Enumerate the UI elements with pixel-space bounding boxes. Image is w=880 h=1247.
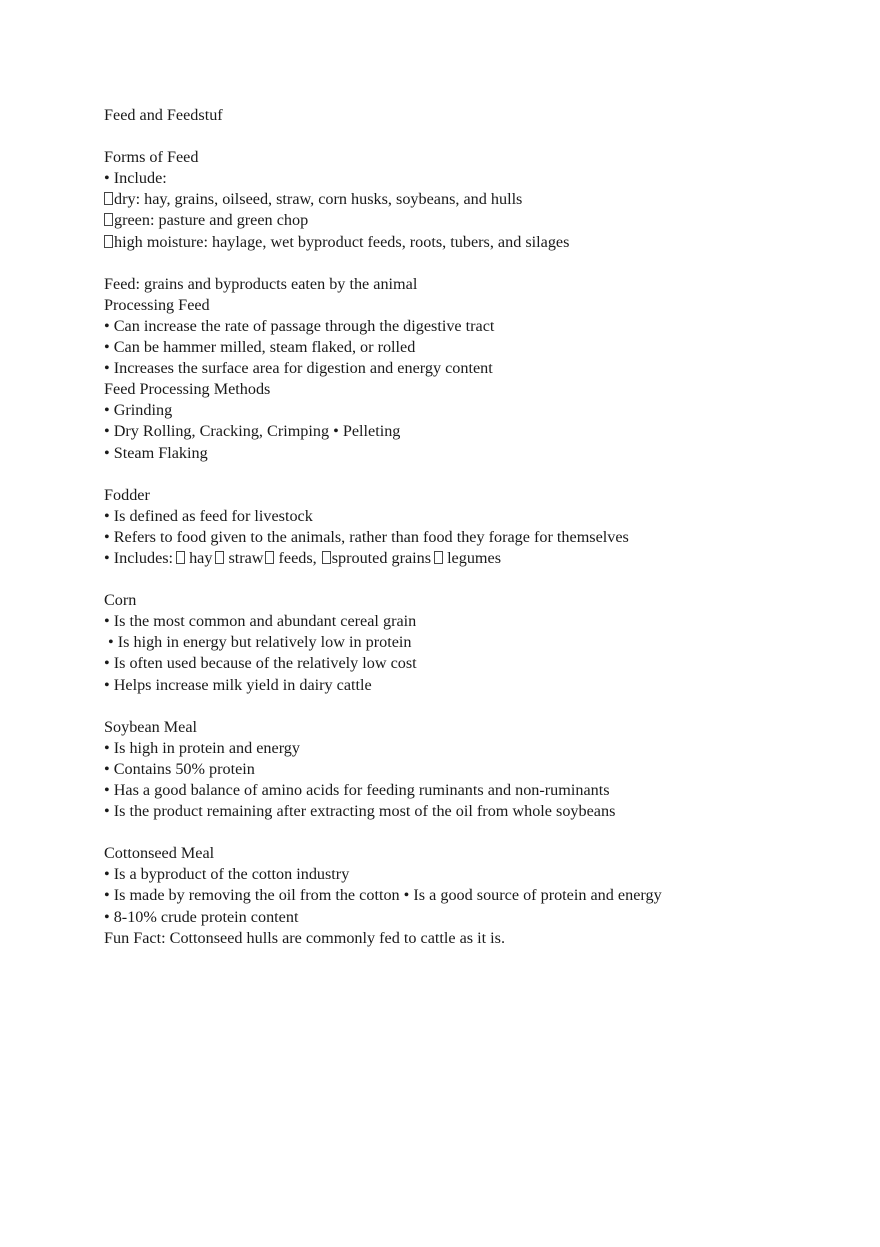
missing-glyph-icon — [434, 551, 443, 564]
list-item: • Is a byproduct of the cotton industry — [104, 865, 350, 884]
list-item: • Is defined as feed for livestock — [104, 506, 313, 525]
forms-include: • Include: — [104, 169, 167, 188]
fodder-heading: Fodder — [104, 485, 150, 504]
spacer — [104, 126, 844, 147]
methods-heading: Feed Processing Methods — [104, 380, 271, 399]
soybean-heading: Soybean Meal — [104, 717, 198, 736]
list-item: • Is the most common and abundant cereal grain — [104, 612, 417, 631]
list-item: • Steam Flaking — [104, 443, 208, 462]
list-item: • Is made by removing the oil from the cotton • Is a good source of protein and energy — [104, 886, 662, 905]
missing-glyph-icon — [265, 551, 274, 564]
fodder-straw: straw — [228, 548, 264, 567]
list-item: • Is high in protein and energy — [104, 738, 300, 757]
list-item: • Grinding — [104, 401, 173, 420]
list-item: • Helps increase milk yield in dairy cattle — [104, 675, 372, 694]
missing-glyph-icon — [104, 192, 113, 205]
cottonseed-heading: Cottonseed Meal — [104, 844, 215, 863]
spacer — [104, 822, 844, 843]
fodder-includes-prefix: • Includes: — [104, 548, 174, 567]
forms-heading: Forms of Feed — [104, 148, 199, 167]
forms-green: green: pasture and green chop — [114, 211, 309, 230]
missing-glyph-icon — [104, 213, 113, 226]
fodder-sprouted: sprouted grains — [331, 548, 432, 567]
list-item: • Refers to food given to the animals, rather than food they forage for themselves — [104, 527, 629, 546]
missing-glyph-icon — [176, 551, 185, 564]
forms-high-moisture-line — [104, 232, 844, 253]
missing-glyph-icon — [215, 551, 224, 564]
fodder-hay: hay — [189, 548, 213, 567]
missing-glyph-icon — [322, 551, 331, 564]
fodder-legumes: legumes — [447, 548, 502, 567]
document-body — [104, 105, 844, 949]
list-item: • 8-10% crude protein content — [104, 907, 299, 926]
forms-high-moisture: high moisture: haylage, wet byproduct feeds, roots, tubers, and silages — [114, 232, 570, 251]
list-item: • Can increase the rate of passage through the digestive tract — [104, 316, 495, 335]
processing-heading: Processing Feed — [104, 295, 210, 314]
forms-dry-line — [104, 189, 844, 210]
corn-heading: Corn — [104, 591, 137, 610]
list-item: • Increases the surface area for digestion and energy content — [104, 359, 493, 378]
spacer — [104, 569, 844, 590]
forms-green-line — [104, 210, 844, 231]
list-item: • Is high in energy but relatively low in protein — [104, 633, 412, 652]
list-item: • Has a good balance of amino acids for feeding ruminants and non-ruminants — [104, 781, 610, 799]
fodder-feeds: feeds, — [278, 548, 317, 567]
list-item: • Contains 50% protein — [104, 759, 255, 778]
spacer — [104, 464, 844, 485]
spacer — [104, 253, 844, 274]
feed-definition: Feed: grains and byproducts eaten by the animal — [104, 274, 418, 293]
list-item: • Can be hammer milled, steam flaked, or rolled — [104, 338, 416, 357]
list-item: • Dry Rolling, Cracking, Crimping • Pelleting — [104, 422, 401, 441]
fodder-includes-line — [104, 548, 844, 569]
list-item: • Is the product remaining after extracting most of the oil from whole soybeans — [104, 802, 616, 821]
spacer — [104, 696, 844, 717]
missing-glyph-icon — [104, 235, 113, 248]
fun-fact: Fun Fact: Cottonseed hulls are commonly fed to cattle as it is. — [104, 928, 506, 947]
list-item: • Is often used because of the relatively low cost — [104, 654, 417, 673]
forms-dry: dry: hay, grains, oilseed, straw, corn husks, soybeans, and hulls — [114, 190, 523, 209]
document-title: Feed and Feedstuf — [104, 106, 223, 124]
